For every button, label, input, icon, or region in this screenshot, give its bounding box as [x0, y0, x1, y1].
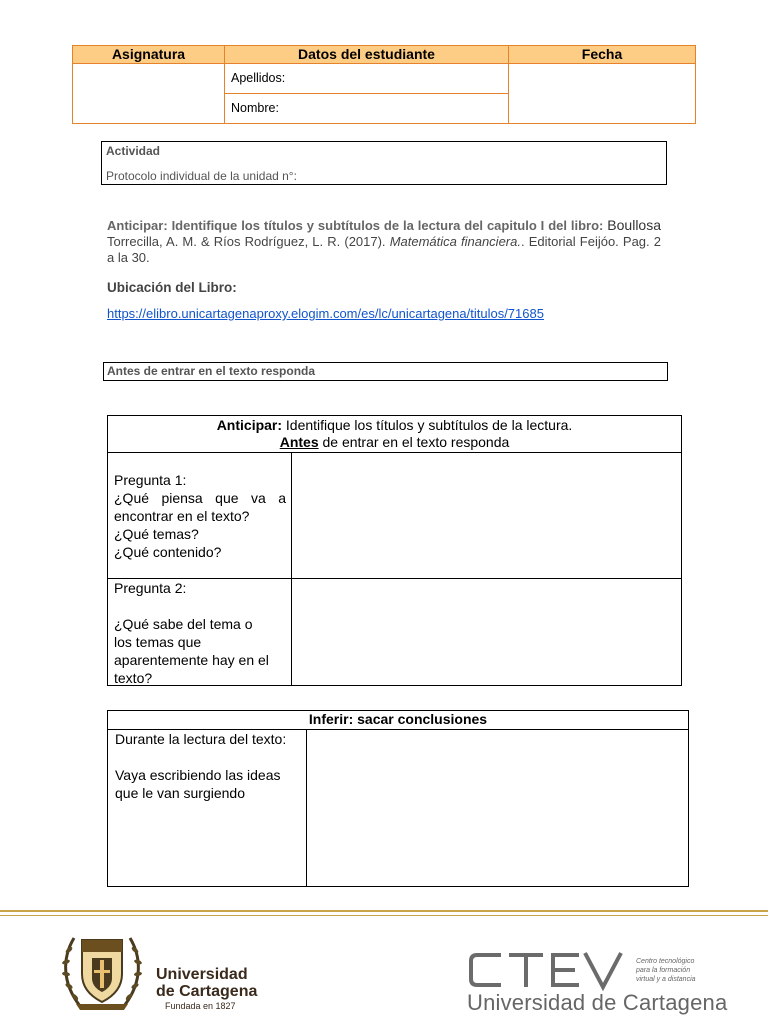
header-col-datos: Datos del estudiante — [224, 45, 509, 64]
fecha-cell[interactable] — [508, 63, 696, 124]
ubicacion-label: Ubicación del Libro: — [107, 280, 237, 295]
pregunta-2-line: ¿Qué sabe del tema o — [114, 616, 253, 632]
university-crest-logo — [60, 928, 144, 1014]
antes-underlined: Antes — [279, 434, 319, 450]
ctev-subtitle: Universidad de Cartagena — [467, 990, 728, 1015]
actividad-text: Protocolo individual de la unidad n°: — [106, 169, 297, 183]
pregunta-1 — [114, 471, 286, 561]
inferir-instructions — [115, 730, 305, 802]
anticipar-table — [107, 415, 682, 686]
header-col-asignatura: Asignatura — [72, 45, 225, 64]
ctev-logo — [467, 949, 627, 995]
pregunta-2-line: texto? — [114, 670, 153, 686]
ctev-side-line: para la formación — [636, 967, 691, 974]
header-col-fecha: Fecha — [508, 45, 696, 64]
citation-publisher: . Editorial Feijóo. Pag. 2 a la 30. — [107, 234, 661, 265]
pregunta-1-line: ¿Qué piensa que va a — [114, 490, 286, 506]
actividad-box — [101, 141, 667, 185]
inferir-table-header: Inferir: sacar conclusiones — [308, 711, 488, 727]
pregunta-2-line: los temas que — [114, 634, 202, 650]
pregunta-1-line: ¿Qué temas? — [114, 526, 199, 542]
inferir-line: que le van surgiendo — [115, 785, 245, 801]
citation-author: Boullosa — [607, 217, 661, 233]
anticipar-head-rest: Identifique los títulos y subtítulos de la lectura. — [282, 417, 573, 433]
book-link[interactable]: https://elibro.unicartagenaproxy.elogim.com/es/lc/unicartagena/titulos/71685 — [107, 306, 544, 321]
citation-book-title: Matemática financiera. — [389, 234, 521, 249]
anticipar-head2-rest: de entrar en el texto responda — [318, 434, 510, 450]
ctev-side-line: Centro tecnológico — [636, 958, 695, 965]
citation-rest: Torrecilla, A. M. & Ríos Rodríguez, L. R. (2017). — [107, 234, 386, 249]
asignatura-cell[interactable] — [72, 63, 225, 124]
header-table — [72, 45, 696, 124]
respuesta-2-field[interactable] — [292, 579, 681, 685]
inferir-table — [107, 710, 689, 887]
apellidos-field[interactable]: Apellidos: — [224, 63, 509, 94]
pregunta-2-line: aparentemente hay en el — [114, 652, 269, 668]
ctev-side-line: virtual y a distancia — [636, 976, 696, 983]
intro-lead: Anticipar: Identifique los títulos y subtítulos de la lectura del capitulo I del libro: — [107, 218, 604, 233]
anticipar-head-bold: Anticipar: — [216, 417, 283, 433]
university-name-line2: de Cartagena — [156, 983, 258, 1000]
respuesta-1-field[interactable] — [292, 453, 681, 578]
inferir-response-field[interactable] — [307, 730, 688, 886]
pregunta-1-line: ¿Qué contenido? — [114, 544, 222, 560]
pregunta-2-line — [114, 597, 286, 615]
antes-box: Antes de entrar en el texto responda — [103, 362, 668, 381]
anticipar-table-header — [108, 416, 681, 453]
footer-rule — [0, 910, 768, 912]
pregunta-2 — [114, 579, 286, 687]
inferir-line — [115, 748, 305, 766]
university-founded: Fundada en 1827 — [165, 1001, 236, 1011]
ctev-side-text — [636, 957, 726, 984]
footer-rule — [0, 915, 768, 916]
pregunta-1-line: Pregunta 1: — [114, 472, 187, 488]
actividad-title: Actividad — [106, 144, 161, 158]
pregunta-1-line: encontrar en el texto? — [114, 508, 250, 524]
nombre-field[interactable]: Nombre: — [224, 93, 509, 124]
inferir-line: Durante la lectura del texto: — [115, 731, 287, 747]
inferir-line: Vaya escribiendo las ideas — [115, 767, 281, 783]
pregunta-2-line: Pregunta 2: — [114, 580, 187, 596]
university-name-line1: Universidad — [156, 966, 248, 983]
intro-paragraph — [107, 217, 661, 266]
